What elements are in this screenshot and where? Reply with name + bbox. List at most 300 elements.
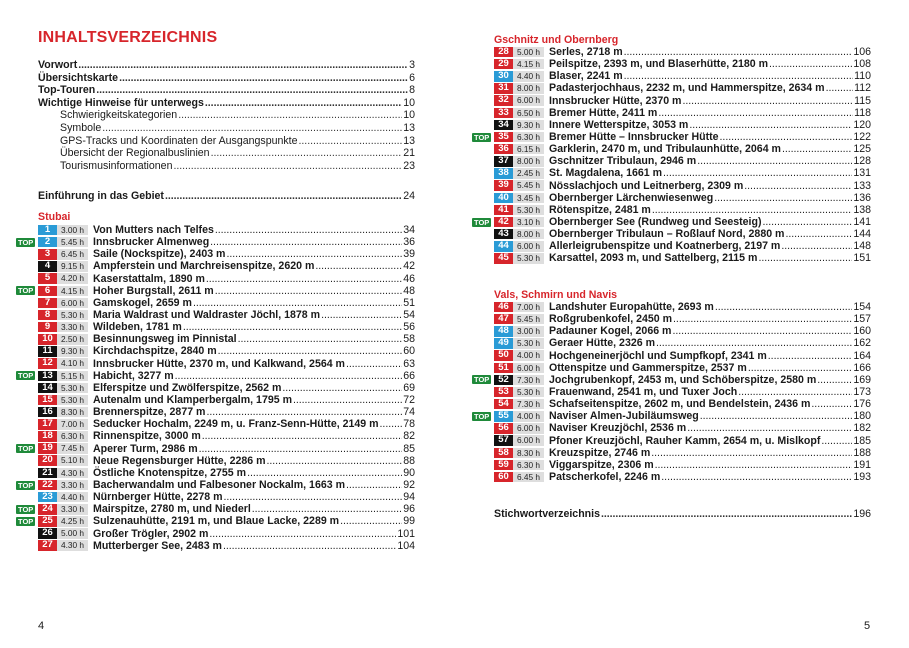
leader-dots — [720, 131, 853, 143]
tour-duration: 6.50 h — [513, 108, 544, 119]
tour-page: 85 — [403, 442, 415, 455]
tour-duration: 4.15 h — [513, 59, 544, 70]
tour-page: 66 — [403, 369, 415, 382]
leader-dots — [687, 422, 852, 434]
tour-number: 41 — [494, 205, 513, 216]
leader-dots — [199, 443, 403, 455]
leader-dots — [651, 447, 852, 459]
tour-number: 16 — [38, 407, 57, 418]
top-badge: TOP — [18, 286, 34, 296]
leader-dots — [655, 459, 853, 471]
leader-dots — [748, 362, 853, 374]
tour-page: 46 — [403, 272, 415, 285]
tour-number: 11 — [38, 346, 57, 357]
tour-title: Kirchdachspitze, 2840 m — [93, 345, 217, 358]
index-entry — [494, 508, 871, 521]
tour-number: 36 — [494, 144, 513, 155]
toc-entry-page: 21 — [403, 147, 415, 160]
tour-row — [16, 285, 415, 297]
tour-number: 20 — [38, 455, 57, 466]
tour-row — [472, 216, 871, 228]
tour-page: 141 — [853, 216, 871, 229]
toc-entry-label: Übersicht der Regionalbuslinien — [60, 147, 210, 160]
leader-dots — [346, 479, 402, 491]
leader-dots — [744, 180, 852, 192]
toc-entry-label: Vorwort — [38, 59, 78, 71]
tour-row — [16, 418, 415, 430]
tour-title: Serles, 2718 m — [549, 46, 623, 59]
leader-dots — [102, 122, 402, 135]
tour-page: 151 — [853, 252, 871, 265]
tour-number: 26 — [38, 528, 57, 539]
tour-title: Wildeben, 1781 m — [93, 321, 182, 334]
tour-page: 108 — [853, 58, 871, 71]
tour-row — [472, 46, 871, 58]
tour-duration: 6.00 h — [57, 298, 88, 309]
tour-row — [472, 422, 871, 434]
tour-duration: 6.00 h — [513, 435, 544, 446]
leader-dots — [782, 143, 852, 155]
tour-page: 94 — [403, 491, 415, 504]
tour-row — [16, 297, 415, 309]
tour-title: Naviser Almen-Jubiläumsweg — [549, 410, 699, 423]
tour-title: Gschnitzer Tribulaun, 2946 m — [549, 155, 697, 168]
top-slot — [472, 218, 494, 227]
leader-dots — [223, 540, 396, 552]
tour-duration: 5.15 h — [57, 371, 88, 382]
toc-entry-label: Übersichtskarte — [38, 71, 119, 84]
leader-dots — [175, 370, 403, 382]
tour-duration: 4.00 h — [513, 411, 544, 422]
tour-number: 12 — [38, 358, 57, 369]
leader-dots — [673, 313, 852, 325]
tour-title: Rötenspitze, 2481 m — [549, 203, 651, 216]
top-slot — [472, 412, 494, 421]
tour-page: 173 — [853, 386, 871, 399]
tour-number: 30 — [494, 71, 513, 82]
tour-number: 49 — [494, 338, 513, 349]
toc-entry-label: Wichtige Hinweise für unterwegs — [38, 96, 204, 109]
leader-dots — [672, 325, 852, 337]
toc-entry-label: GPS-Tracks und Koordinaten der Ausgangspunkte — [60, 134, 298, 147]
leader-dots — [209, 528, 396, 540]
tour-duration: 4.00 h — [513, 350, 544, 361]
tour-page: 125 — [853, 143, 871, 156]
tour-title: Innsbrucker Hütte, 2370 m — [549, 94, 682, 107]
tour-number: 40 — [494, 193, 513, 204]
tour-number: 51 — [494, 363, 513, 374]
tour-page: 112 — [854, 82, 871, 95]
tour-title: Obernberger Lärchenwiesenweg — [549, 191, 714, 204]
top-slot — [16, 517, 38, 526]
page-number-left: 4 — [38, 620, 45, 632]
tour-number: 56 — [494, 423, 513, 434]
section-title-vals: Vals, Schmirn und Navis — [494, 289, 618, 301]
toc-entry-page: 24 — [403, 190, 415, 203]
leader-dots — [226, 248, 402, 260]
tour-duration: 5.10 h — [57, 455, 88, 466]
tour-row — [16, 443, 415, 455]
tour-title: Obernberger See (Rundweg und Seesteig) — [549, 216, 762, 229]
leader-dots — [714, 192, 852, 204]
tour-row — [472, 167, 871, 179]
tour-page: 193 — [853, 471, 871, 484]
tour-duration: 7.45 h — [57, 443, 88, 454]
tour-page: 54 — [403, 309, 415, 322]
tour-title: Blaser, 2241 m — [549, 70, 623, 83]
tour-page: 162 — [853, 337, 871, 350]
tour-row — [472, 119, 871, 131]
tour-duration: 5.30 h — [513, 338, 544, 349]
toc-entry — [38, 59, 415, 72]
tour-title: Hochgeneinerjöchl und Sumpfkopf, 2341 m — [549, 349, 767, 362]
tour-duration: 7.30 h — [513, 399, 544, 410]
tour-page: 96 — [403, 503, 415, 516]
top-badge: TOP — [474, 411, 490, 421]
leader-dots — [215, 224, 402, 236]
tour-duration: 6.30 h — [57, 431, 88, 442]
tour-duration: 3.45 h — [513, 193, 544, 204]
tour-duration: 5.30 h — [57, 310, 88, 321]
tour-row — [472, 471, 871, 483]
tour-row — [472, 435, 871, 447]
tour-duration: 7.00 h — [513, 302, 544, 313]
toc-entry-label: Schwierigkeitskategorien — [60, 109, 178, 122]
toc-entry-label: Tourismusinformationen — [60, 159, 173, 172]
tour-page: 128 — [853, 155, 871, 168]
toc-entry-page: 13 — [403, 134, 415, 147]
top-slot — [16, 286, 38, 295]
tour-number: 5 — [38, 273, 57, 284]
tour-duration: 5.30 h — [57, 383, 88, 394]
top-badge: TOP — [18, 504, 34, 514]
top-slot — [16, 371, 38, 380]
toc-entry-page: 10 — [403, 109, 415, 122]
tour-duration: 8.00 h — [513, 156, 544, 167]
tour-title: Maria Waldrast und Waldraster Jöchl, 1878 m — [93, 309, 321, 322]
tour-page: 188 — [853, 446, 871, 459]
toc-entry — [38, 109, 415, 122]
tour-number: 34 — [494, 120, 513, 131]
tour-row — [16, 358, 415, 370]
leader-dots — [380, 418, 403, 430]
tour-title: Aperer Turm, 2986 m — [93, 442, 198, 455]
tour-title: Kreuzspitze, 2746 m — [549, 446, 651, 459]
tour-title: Padauner Kogel, 2066 m — [549, 325, 672, 338]
tour-title: Innsbrucker Hütte, 2370 m, und Kalkwand, 2564 m — [93, 357, 345, 370]
tour-duration: 6.00 h — [513, 423, 544, 434]
tour-row — [472, 143, 871, 155]
tour-row — [472, 180, 871, 192]
tour-page: 48 — [403, 284, 415, 297]
tour-title: Geraer Hütte, 2326 m — [549, 337, 655, 350]
tour-row — [16, 406, 415, 418]
leader-dots — [165, 190, 402, 203]
leader-dots — [601, 508, 852, 521]
tour-page: 39 — [403, 248, 415, 261]
top-badge: TOP — [18, 444, 34, 454]
tour-page: 154 — [853, 301, 871, 314]
tour-title: Hoher Burgstall, 2611 m — [93, 284, 214, 297]
tour-number: 57 — [494, 435, 513, 446]
tour-title: Landshuter Europahütte, 2693 m — [549, 301, 714, 314]
tour-row — [16, 503, 415, 515]
tour-page: 169 — [853, 373, 871, 386]
tour-page: 166 — [853, 361, 871, 374]
top-slot — [472, 133, 494, 142]
tour-title: Besinnungsweg im Pinnistal — [93, 333, 237, 346]
tour-number: 28 — [494, 47, 513, 58]
tour-list-gschnitz — [472, 46, 871, 265]
leader-dots — [267, 455, 403, 467]
tour-page: 133 — [853, 179, 871, 192]
tour-number: 52 — [494, 375, 513, 386]
leader-dots — [238, 333, 403, 345]
tour-page: 118 — [854, 106, 871, 119]
tour-page: 101 — [397, 527, 415, 540]
tour-duration: 8.30 h — [57, 407, 88, 418]
tour-title: Rinnenspitze, 3000 m — [93, 430, 201, 443]
leader-dots — [652, 204, 852, 216]
tour-number: 43 — [494, 229, 513, 240]
tour-number: 10 — [38, 334, 57, 345]
tour-row — [16, 430, 415, 442]
tour-duration: 4.40 h — [57, 492, 88, 503]
tour-number: 50 — [494, 350, 513, 361]
tour-row — [16, 260, 415, 272]
tour-title: Frauenwand, 2541 m, und Tuxer Joch — [549, 386, 738, 399]
tour-page: 144 — [853, 228, 871, 241]
tour-row — [472, 82, 871, 94]
tour-row — [472, 325, 871, 337]
top-badge: TOP — [18, 480, 34, 490]
tour-duration: 6.45 h — [513, 472, 544, 483]
tour-duration: 9.30 h — [513, 120, 544, 131]
tour-duration: 3.10 h — [513, 217, 544, 228]
tour-title: Elferspitze und Zwölferspitze, 2562 m — [93, 381, 282, 394]
tour-page: 120 — [853, 118, 871, 131]
leader-dots — [315, 260, 402, 272]
tour-number: 29 — [494, 59, 513, 70]
tour-row — [472, 337, 871, 349]
top-slot — [16, 505, 38, 514]
tour-duration: 5.00 h — [513, 47, 544, 58]
tour-duration: 6.00 h — [513, 363, 544, 374]
tour-number: 39 — [494, 180, 513, 191]
tour-row — [16, 345, 415, 357]
toc-entry — [38, 160, 415, 173]
tour-duration: 5.00 h — [57, 528, 88, 539]
tour-row — [16, 491, 415, 503]
leader-dots — [206, 406, 402, 418]
tour-title: Ottenspitze und Gammerspitze, 2537 m — [549, 361, 747, 374]
tour-number: 54 — [494, 399, 513, 410]
tour-title: Östliche Knotenspitze, 2755 m — [93, 466, 247, 479]
tour-row — [16, 333, 415, 345]
tour-number: 14 — [38, 383, 57, 394]
tour-duration: 6.30 h — [513, 132, 544, 143]
tour-row — [472, 398, 871, 410]
tour-number: 4 — [38, 261, 57, 272]
leader-dots — [178, 109, 402, 122]
tour-duration: 6.30 h — [513, 460, 544, 471]
tour-title: Autenalm und Klamperbergalm, 1795 m — [93, 394, 292, 407]
tour-duration: 3.00 h — [513, 326, 544, 337]
tour-row — [16, 309, 415, 321]
leader-dots — [346, 358, 402, 370]
leader-dots — [785, 228, 852, 240]
leader-dots — [293, 394, 402, 406]
index-page: 196 — [853, 508, 871, 520]
tour-title: Innere Wetterspitze, 3053 m — [549, 118, 689, 131]
top-badge: TOP — [18, 237, 34, 247]
toc-entry-page: 6 — [409, 71, 415, 84]
tour-number: 6 — [38, 286, 57, 297]
leader-dots — [218, 345, 403, 357]
tour-duration: 2.50 h — [57, 334, 88, 345]
tour-number: 47 — [494, 314, 513, 325]
tour-title: Peilspitze, 2393 m, und Blaserhütte, 2180 m — [549, 58, 769, 71]
leader-dots — [205, 97, 402, 110]
tour-title: Innsbrucker Almenweg — [93, 236, 210, 249]
tour-number: 25 — [38, 516, 57, 527]
tour-title: Mairspitze, 2780 m, und Niederl — [93, 503, 251, 516]
tour-page: 90 — [403, 466, 415, 479]
tour-page: 60 — [403, 345, 415, 358]
leader-dots — [206, 273, 402, 285]
tour-row — [472, 228, 871, 240]
tour-page: 191 — [853, 458, 871, 471]
tour-number: 2 — [38, 237, 57, 248]
tour-title: Obernberger Tribulaun – Roßlauf Nord, 2880 m — [549, 228, 785, 241]
leader-dots — [119, 72, 408, 85]
tour-duration: 5.30 h — [513, 387, 544, 398]
tour-duration: 4.40 h — [513, 71, 544, 82]
tour-number: 24 — [38, 504, 57, 515]
tour-page: 157 — [853, 313, 871, 326]
tour-number: 18 — [38, 431, 57, 442]
tour-row — [16, 540, 415, 552]
tour-title: Nösslachjoch und Leitnerberg, 2309 m — [549, 179, 744, 192]
toc-entry-label: Symbole — [60, 121, 102, 134]
tour-row — [16, 321, 415, 333]
tour-page: 58 — [403, 333, 415, 346]
top-slot — [16, 238, 38, 247]
tour-row — [16, 273, 415, 285]
tour-duration: 3.30 h — [57, 504, 88, 515]
toc-entry — [38, 84, 415, 97]
tour-title: Mutterberger See, 2483 m — [93, 539, 222, 552]
tour-title: Nürnberger Hütte, 2278 m — [93, 491, 223, 504]
tour-page: 92 — [403, 479, 415, 492]
tour-duration: 9.30 h — [57, 346, 88, 357]
toc-entry — [38, 147, 415, 160]
leader-dots — [781, 240, 852, 252]
tour-duration: 3.30 h — [57, 322, 88, 333]
tour-number: 32 — [494, 95, 513, 106]
tour-page: 99 — [403, 515, 415, 528]
tour-page: 148 — [853, 240, 871, 253]
leader-dots — [821, 435, 852, 447]
toc-entry-label: Einführung in das Gebiet — [38, 190, 164, 203]
tour-number: 7 — [38, 298, 57, 309]
leader-dots — [811, 398, 852, 410]
tour-list-vals — [472, 301, 871, 483]
tour-number: 45 — [494, 253, 513, 264]
tour-page: 176 — [853, 398, 871, 411]
leader-dots — [697, 155, 852, 167]
tour-title: Pfoner Kreuzjöchl, Rauher Kamm, 2654 m, u. Mislkopf — [549, 434, 821, 447]
tour-duration: 7.30 h — [513, 375, 544, 386]
tour-list-stubai — [16, 224, 415, 552]
tour-row — [472, 155, 871, 167]
tour-row — [472, 192, 871, 204]
tour-page: 56 — [403, 321, 415, 334]
tour-title: Schafseitenspitze, 2602 m, und Bendelstein, 2436 m — [549, 398, 811, 411]
tour-title: Saile (Nockspitze), 2403 m — [93, 248, 226, 261]
tour-page: 51 — [403, 296, 415, 309]
leader-dots — [738, 386, 852, 398]
leader-dots — [689, 119, 852, 131]
tour-number: 42 — [494, 217, 513, 228]
leader-dots — [299, 135, 403, 148]
tour-row — [16, 236, 415, 248]
tour-duration: 4.25 h — [57, 516, 88, 527]
toc-entry — [38, 72, 415, 85]
top-badge: TOP — [18, 371, 34, 381]
leader-dots — [758, 252, 852, 264]
tour-duration: 9.15 h — [57, 261, 88, 272]
tour-number: 33 — [494, 108, 513, 119]
tour-duration: 5.45 h — [513, 314, 544, 325]
leader-dots — [96, 84, 408, 97]
tour-row — [472, 58, 871, 70]
top-badge: TOP — [18, 516, 34, 526]
tour-page: 42 — [403, 260, 415, 273]
tour-duration: 8.00 h — [513, 229, 544, 240]
leader-dots — [624, 70, 853, 82]
tour-page: 185 — [853, 434, 871, 447]
tour-row — [16, 515, 415, 527]
leader-dots — [817, 374, 852, 386]
tour-page: 131 — [853, 167, 871, 180]
toc-entry-page: 23 — [403, 159, 415, 172]
tour-duration: 4.30 h — [57, 540, 88, 551]
tour-row — [16, 382, 415, 394]
leader-dots — [826, 82, 854, 94]
toc-entry-page: 13 — [403, 121, 415, 134]
tour-duration: 3.30 h — [57, 480, 88, 491]
toc-list — [38, 59, 415, 203]
tour-row — [472, 240, 871, 252]
leader-dots — [763, 216, 853, 228]
leader-dots — [682, 95, 853, 107]
tour-title: Ampferstein und Marchreisenspitze, 2620 m — [93, 260, 315, 273]
leader-dots — [656, 337, 852, 349]
leader-dots — [202, 430, 402, 442]
tour-row — [472, 107, 871, 119]
leader-dots — [211, 147, 403, 160]
tour-title: Bremer Hütte – Innsbrucker Hütte — [549, 131, 719, 144]
tour-number: 55 — [494, 411, 513, 422]
tour-row — [472, 459, 871, 471]
tour-page: 164 — [853, 349, 871, 362]
tour-number: 37 — [494, 156, 513, 167]
tour-row — [472, 374, 871, 386]
tour-duration: 4.20 h — [57, 273, 88, 284]
tour-row — [472, 131, 871, 143]
tour-duration: 6.15 h — [513, 144, 544, 155]
